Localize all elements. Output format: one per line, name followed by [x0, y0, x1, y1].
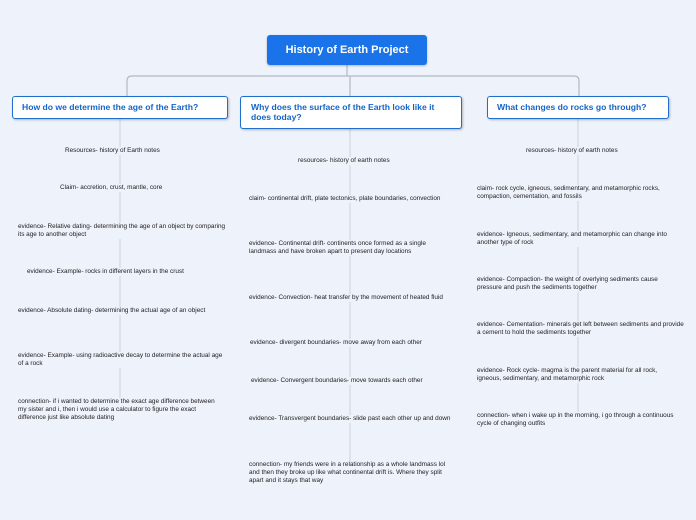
subtopic-evidence[interactable]: evidence- Convection- heat transfer by the movement of heated fluid — [249, 294, 449, 302]
subtopic-evidence[interactable]: evidence- Igneous, sedimentary, and metamorphic can change into another type of rock — [477, 231, 667, 246]
subtopic-evidence[interactable]: evidence- Compaction- the weight of overlying sediments cause pressure and push the sediments together — [477, 276, 677, 292]
subtopic-resources[interactable]: resources- history of earth notes — [298, 157, 448, 165]
subtopic-evidence[interactable]: evidence- Transvergent boundaries- slide past each other up and down — [249, 415, 454, 423]
subtopic-evidence[interactable]: evidence- Example- using radioactive decay to determine the actual age of a rock — [18, 352, 223, 367]
subtopic-evidence[interactable]: evidence- Example- rocks in different layers in the crust — [27, 268, 227, 276]
subtopic-connection[interactable]: connection- my friends were in a relationship as a whole landmass lol and then they broke up like what continental drift is. Where they split apart and it stays that way — [249, 461, 454, 484]
branch-topic-age-of-earth[interactable]: How do we determine the age of the Earth? — [12, 96, 228, 119]
subtopic-evidence[interactable]: evidence- Continental drift- continents once formed as a single landmass and have broken apart to present day locations — [249, 240, 444, 256]
branch-topic-rock-changes[interactable]: What changes do rocks go through? — [487, 96, 669, 119]
subtopic-evidence[interactable]: evidence- Rock cycle- magma is the parent material for all rock, igneous, sedimentary, and metamorphic rock — [477, 367, 682, 383]
subtopic-evidence[interactable]: evidence- Cementation- minerals get left between sediments and provide a cement to hold the sediments together — [477, 321, 687, 337]
subtopic-evidence[interactable]: evidence- Convergent boundaries- move towards each other — [251, 377, 461, 385]
subtopic-resources[interactable]: resources- history of earth notes — [526, 147, 676, 155]
central-topic[interactable]: History of Earth Project — [267, 35, 427, 65]
branch-topic-earth-surface[interactable]: Why does the surface of the Earth look like it does today? — [240, 96, 462, 129]
subtopic-claim[interactable]: claim- continental drift, plate tectonics, plate boundaries, convection — [249, 195, 449, 203]
subtopic-resources[interactable]: Resources- history of Earth notes — [65, 147, 215, 155]
subtopic-claim[interactable]: Claim- accretion, crust, mantle, core — [60, 184, 220, 192]
subtopic-connection[interactable]: connection- if i wanted to determine the exact age difference between my sister and i, then i would use a calculator to figure the exact difference just like absolute dating — [18, 398, 223, 421]
subtopic-evidence[interactable]: evidence- Relative dating- determining the age of an object by comparing its age to another object — [18, 223, 228, 239]
subtopic-evidence[interactable]: evidence- Absolute dating- determining the actual age of an object — [18, 307, 223, 315]
subtopic-evidence[interactable]: evidence- divergent boundaries- move away from each other — [250, 339, 460, 347]
subtopic-connection[interactable]: connection- when i wake up in the morning, i go through a continuous cycle of changing outfits — [477, 412, 677, 428]
branch-bus-line — [127, 76, 579, 96]
subtopic-claim[interactable]: claim- rock cycle, igneous, sedimentary, and metamorphic rocks, compaction, cementation, and fossils — [477, 185, 677, 201]
